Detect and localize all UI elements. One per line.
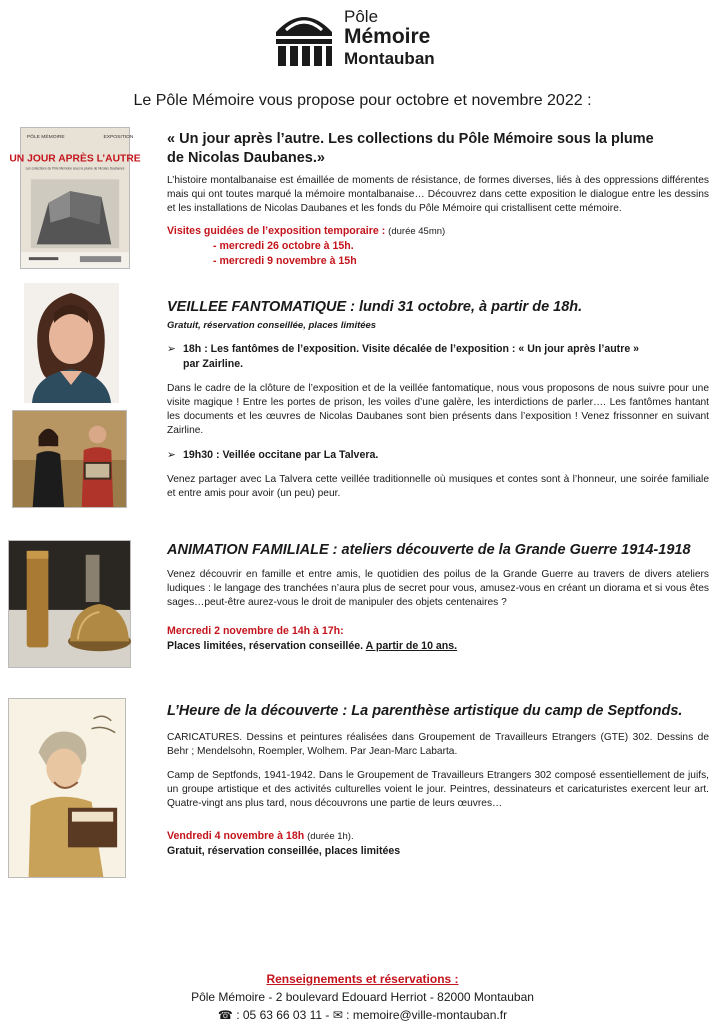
exhibition-description: L’histoire montalbanaise est émaillée de moments de résistance, de formes diverses, liés à des oppressions différentes mais qui ont toutes marqué la mémoire montalbanaise… Découvrez dans cette exposition le dialogue entre les dessins et les installations de Nicolas Daubanes et les fonds du Pôle Mémoire qui cristallisent cette mémoire. xyxy=(167,175,709,214)
decouverte-title: L’Heure de la découverte : La parenthèse artistique du camp de Septfonds. xyxy=(167,703,683,719)
veillee-item2: 19h30 : Veillée occitane par La Talvera. xyxy=(183,449,379,461)
poster-top-left-text: PÔLE MÉMOIRE xyxy=(26,134,65,140)
contact-footer xyxy=(0,970,725,1024)
veillee-subtitle: Gratuit, réservation conseillée, places limitées xyxy=(167,320,377,331)
veillee-description-2: Venez partager avec La Talvera cette veillée traditionnelle où musiques et contes sont à l’honneur, une soirée familiale et entre amis pour avoir (un peu) peur. xyxy=(167,474,709,499)
logo-text-memoire: Mémoire xyxy=(344,25,431,48)
logo-text-pole: Pôle xyxy=(344,7,379,26)
footer-email[interactable]: : memoire@ville-montauban.fr xyxy=(346,1008,508,1022)
veillee-item1-line1: 18h : Les fantômes de l’exposition. Visite décalée de l’exposition : « Un jour après l’autre » xyxy=(183,343,640,355)
arrow-bullet-icon: ➢ xyxy=(167,449,176,461)
guided-visits-duration: (durée 45mn) xyxy=(388,226,446,237)
animation-title: ANIMATION FAMILIALE : ateliers découverte de la Grande Guerre 1914-1918 xyxy=(167,542,691,558)
arrow-bullet-icon: ➢ xyxy=(167,343,176,355)
logo-text-montauban: Montauban xyxy=(344,49,435,68)
section-veillee xyxy=(167,298,709,501)
footer-address: Pôle Mémoire - 2 boulevard Edouard Herriot - 82000 Montauban xyxy=(191,990,534,1004)
veillee-item1-line2: par Zairline. xyxy=(183,358,244,370)
footer-title: Renseignements et réservations : xyxy=(266,972,459,986)
poster-subtitle-text: Les collections du Pôle Mémoire sous la plume de Nicolas Daubanes xyxy=(25,166,125,171)
exhibition-poster-image xyxy=(9,127,141,269)
veillee-description-1: Dans le cadre de la clôture de l’exposition et de la veillée fantomatique, nous vous proposons de nous suivre pour une visite magique ! Entre les portes de prison, les voiles d’une galère, les interdictions de parler…. Les fantômes hantant les documents et les œuvres de Nicolas Daubanes sont bien présents dans l’exposition ! Venez frissonner en suivant Zairline. xyxy=(167,383,709,436)
animation-date: Mercredi 2 novembre de 14h à 17h: xyxy=(167,625,344,637)
poster-top-right-text: EXPOSITION xyxy=(103,134,134,140)
la-talvera-musicians-photo xyxy=(12,410,127,508)
guided-visits-label: Visites guidées de l’exposition temporaire : xyxy=(167,225,386,237)
animation-age: A partir de 10 ans. xyxy=(365,640,458,652)
decouverte-description-2: Camp de Septfonds, 1941-1942. Dans le Groupement de Travailleurs Etrangers 302 composé essentiellement de juifs, un groupe artistique et des activités culturelles voient le jour. Peintres, dessinateurs et caricaturistes exercent leur art. Quatre-vingt ans plus tard, nous découvrons une partie de leurs œuvres… xyxy=(167,770,709,809)
footer-phone[interactable]: : 05 63 66 03 11 - xyxy=(236,1008,330,1022)
great-war-objects-photo xyxy=(8,540,131,668)
decouverte-description-1: CARICATURES. Dessins et peintures réalisées dans Groupement de Travailleurs Etrangers (GTE) 302. Dessins de Behr ; Mendelsohn, Roempler, Wolhem. Par Jean-Marc Labarta. xyxy=(167,732,709,757)
section-heure-decouverte xyxy=(167,702,709,859)
section-exhibition xyxy=(167,130,709,269)
guided-visit-date-1: - mercredi 26 octobre à 15h. xyxy=(213,240,354,252)
section-animation-familiale xyxy=(167,541,709,654)
septfonds-caricature-image xyxy=(8,698,126,878)
zairline-portrait-photo xyxy=(24,283,119,403)
pole-memoire-emblem-icon xyxy=(272,8,336,68)
email-icon: ✉ xyxy=(332,1008,343,1022)
animation-description: Venez découvrir en famille et entre amis, le quotidien des poilus de la Grande Guerre au travers de divers ateliers ludiques : le langage des tranchées n’aura plus de secret pour vous, amusez-vous en créant un diorama et si vous êtes sages…peut-être aurez-vous le droit de manipuler des objets centenaires ? xyxy=(167,569,709,608)
decouverte-date: Vendredi 4 novembre à 18h xyxy=(167,830,305,842)
decouverte-duration: (durée 1h). xyxy=(307,831,354,842)
decouverte-info: Gratuit, réservation conseillée, places limitées xyxy=(167,845,401,857)
intro-heading: Le Pôle Mémoire vous propose pour octobre et novembre 2022 : xyxy=(133,92,592,109)
phone-icon: ☎ xyxy=(217,1008,233,1022)
exhibition-title-line2: de Nicolas Daubanes.» xyxy=(167,150,325,166)
animation-info: Places limitées, réservation conseillée. xyxy=(167,640,364,652)
guided-visit-date-2: - mercredi 9 novembre à 15h xyxy=(213,255,357,267)
pole-memoire-logo xyxy=(272,6,472,72)
poster-title-text: UN JOUR APRÈS L’AUTRE xyxy=(9,153,141,165)
exhibition-title-line1: « Un jour après l’autre. Les collections du Pôle Mémoire sous la plume xyxy=(167,131,654,147)
veillee-title: VEILLEE FANTOMATIQUE : lundi 31 octobre, à partir de 18h. xyxy=(167,299,583,315)
